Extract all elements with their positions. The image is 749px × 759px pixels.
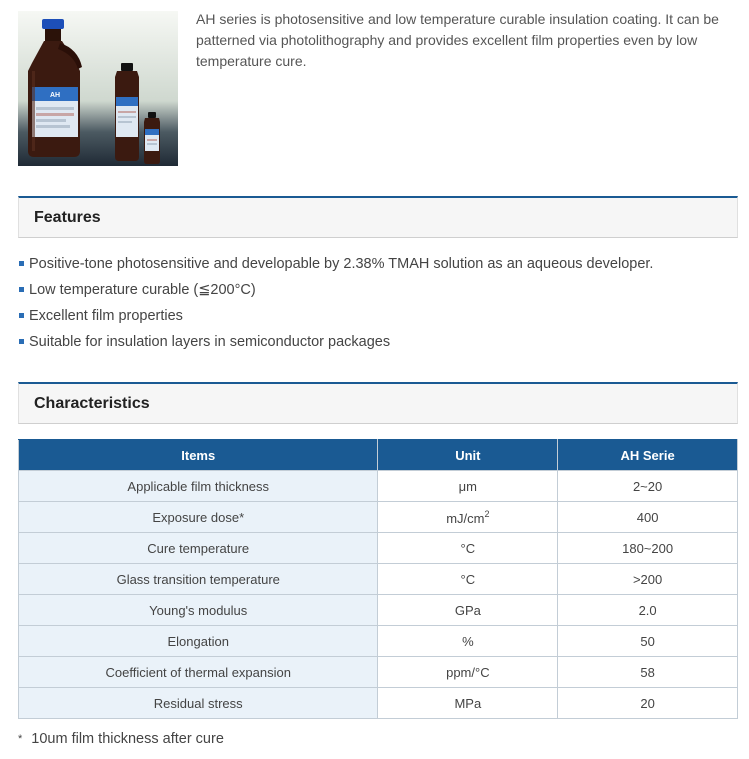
feature-item: Suitable for insulation layers in semiconductor packages (18, 331, 653, 357)
characteristics-table (18, 439, 738, 719)
table-row (19, 502, 738, 533)
table-header-row (19, 440, 738, 471)
row-unit: % (378, 626, 558, 657)
features-section-header (18, 196, 738, 238)
table-row (19, 564, 738, 595)
row-item: Glass transition temperature (19, 564, 378, 595)
row-value: 2.0 (558, 595, 738, 626)
row-value: 58 (558, 657, 738, 688)
product-bottles-image (18, 11, 178, 166)
table-row (19, 657, 738, 688)
row-unit: °C (378, 533, 558, 564)
header-unit: Unit (378, 440, 558, 471)
row-value: 50 (558, 626, 738, 657)
row-item: Elongation (19, 626, 378, 657)
row-item: Applicable film thickness (19, 471, 378, 502)
footnote-text: 10um film thickness after cure (31, 731, 224, 747)
row-item: Coefficient of thermal expansion (19, 657, 378, 688)
footnote-marker: * (18, 733, 23, 745)
row-value: 2~20 (558, 471, 738, 502)
row-unit: ppm/°C (378, 657, 558, 688)
table-row (19, 533, 738, 564)
table-row (19, 688, 738, 719)
row-item: Cure temperature (19, 533, 378, 564)
unit-superscript: 2 (484, 508, 490, 519)
svg-text:AH: AH (49, 92, 61, 99)
product-intro-text: AH series is photosensitive and low temperature curable insulation coating. It can be patterned via photolithography and provides excellent film properties even by low temperature cure. (196, 11, 719, 69)
table-row (19, 471, 738, 502)
row-item: Young's modulus (19, 595, 378, 626)
row-value: 400 (558, 502, 738, 533)
row-item: Residual stress (19, 688, 378, 719)
row-value: 180~200 (558, 533, 738, 564)
row-unit: μm (378, 471, 558, 502)
row-unit: °C (378, 564, 558, 595)
unit-text: mJ/cm (446, 510, 485, 526)
header-items: Items (19, 440, 378, 471)
feature-item: Positive-tone photosensitive and developable by 2.38% TMAH solution as an aqueous developer. (18, 253, 653, 279)
footnote (18, 731, 224, 747)
header-value: AH Serie (558, 440, 738, 471)
row-unit: GPa (378, 595, 558, 626)
table-row (19, 626, 738, 657)
feature-item: Low temperature curable (≦200°C) (18, 279, 653, 305)
features-list (18, 253, 653, 357)
row-unit: MPa (378, 688, 558, 719)
characteristics-section-header (18, 382, 738, 424)
row-value: >200 (558, 564, 738, 595)
characteristics-title: Characteristics (34, 395, 150, 412)
feature-item: Excellent film properties (18, 305, 653, 331)
table-row (19, 595, 738, 626)
row-value: 20 (558, 688, 738, 719)
features-title: Features (34, 209, 101, 226)
row-item: Exposure dose* (19, 502, 378, 533)
row-unit (378, 502, 558, 533)
